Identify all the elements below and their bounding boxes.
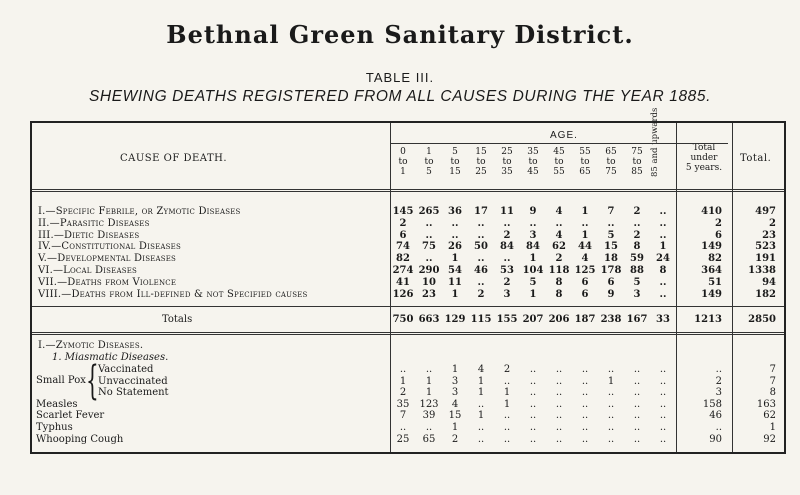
value-cell: 126 — [392, 288, 414, 300]
value-cell: 9 — [607, 288, 615, 300]
value-cell: 75 — [422, 241, 436, 253]
value-cell: 238 — [600, 314, 622, 325]
row-label: Vaccinated — [98, 364, 154, 375]
age-header: AGE. — [550, 130, 578, 141]
value-cell: .. — [633, 410, 641, 422]
value-cell: 36 — [448, 206, 462, 217]
value-cell: .. — [425, 364, 433, 375]
value-cell: .. — [659, 433, 667, 445]
value-cell: .. — [633, 433, 641, 445]
value-cell: .. — [581, 398, 589, 410]
value-cell: 23 — [762, 229, 776, 241]
value-cell: 155 — [496, 314, 518, 325]
value-cell: 158 — [702, 398, 722, 410]
under5-header: Total under 5 years. — [685, 143, 723, 173]
value-cell: 2 — [503, 229, 511, 241]
value-cell: 2 — [399, 217, 407, 229]
value-cell: .. — [607, 364, 615, 375]
value-cell: 191 — [755, 253, 776, 265]
value-cell: 10 — [422, 276, 436, 288]
value-cell: 65 — [422, 433, 436, 445]
value-cell: 2 — [715, 375, 722, 387]
value-cell: 11 — [500, 206, 514, 217]
row-label: Scarlet Fever — [36, 410, 105, 422]
value-cell: 129 — [444, 314, 466, 325]
value-cell: 6 — [607, 276, 615, 288]
value-cell: .. — [555, 364, 563, 375]
value-cell: 2 — [477, 288, 485, 300]
value-cell: .. — [607, 422, 615, 433]
value-cell: .. — [555, 433, 563, 445]
value-cell: .. — [425, 422, 433, 433]
value-cell: 17 — [474, 206, 488, 217]
value-cell: 410 — [701, 206, 722, 217]
value-cell: 5 — [607, 229, 615, 241]
value-cell: 118 — [548, 265, 570, 276]
value-cell: .. — [659, 375, 667, 387]
value-cell: .. — [659, 229, 667, 241]
value-cell: 82 — [708, 253, 722, 265]
value-cell: 7 — [769, 364, 776, 375]
value-cell: 1 — [399, 375, 407, 387]
value-cell: .. — [659, 398, 667, 410]
age-group-header: 65 to 75 — [605, 147, 617, 177]
value-cell: 18 — [604, 253, 618, 265]
value-cell: .. — [503, 410, 511, 422]
value-cell: 1 — [425, 375, 433, 387]
value-cell: 4 — [555, 206, 563, 217]
value-cell: 2 — [451, 433, 459, 445]
value-cell: 1 — [581, 206, 589, 217]
value-cell: .. — [555, 217, 563, 229]
value-cell: .. — [477, 229, 485, 241]
value-cell: .. — [399, 364, 407, 375]
value-cell: 497 — [755, 206, 776, 217]
value-cell: 7 — [607, 206, 615, 217]
row-label: VIII.—Deaths from Ill-defined & not Specified causes — [38, 288, 308, 300]
value-cell: .. — [607, 433, 615, 445]
value-cell: 145 — [392, 206, 414, 217]
value-cell: 8 — [769, 387, 776, 399]
age-group-header: 1 to 5 — [424, 147, 434, 177]
row-label: Whooping Cough — [36, 433, 124, 445]
value-cell: .. — [659, 217, 667, 229]
value-cell: .. — [555, 375, 563, 387]
value-cell: 1 — [529, 288, 537, 300]
value-cell: 39 — [422, 410, 436, 422]
value-cell: 207 — [522, 314, 544, 325]
value-cell: .. — [555, 398, 563, 410]
value-cell: 2 — [633, 206, 641, 217]
value-cell: .. — [529, 375, 537, 387]
age-group-header: 55 to 65 — [579, 147, 591, 177]
row-label: III.—Dietic Diseases — [38, 229, 140, 241]
value-cell: 46 — [474, 265, 488, 276]
value-cell: 3 — [451, 375, 459, 387]
value-cell: 182 — [755, 288, 776, 300]
value-cell: 54 — [448, 265, 462, 276]
value-cell: 1338 — [748, 265, 776, 276]
value-cell: 35 — [396, 398, 410, 410]
value-cell: 1 — [607, 375, 615, 387]
value-cell: 1 — [451, 288, 459, 300]
value-cell: 88 — [630, 265, 644, 276]
value-cell: .. — [477, 217, 485, 229]
value-cell: .. — [633, 387, 641, 399]
value-cell: 15 — [448, 410, 462, 422]
row-label: V.—Developmental Diseases — [38, 253, 177, 265]
value-cell: .. — [715, 422, 722, 433]
value-cell: .. — [477, 422, 485, 433]
value-cell: 2 — [715, 217, 722, 229]
smallpox-label: Small Pox — [36, 375, 86, 386]
age-group-header: 35 to 45 — [527, 147, 539, 177]
value-cell: .. — [529, 217, 537, 229]
value-cell: 4 — [581, 253, 589, 265]
age-group-header: 15 to 25 — [475, 147, 487, 177]
value-cell: 1 — [451, 253, 459, 265]
value-cell: .. — [581, 422, 589, 433]
value-cell: 1 — [425, 387, 433, 399]
value-cell: 33 — [656, 314, 670, 325]
deaths-table — [30, 107, 786, 454]
value-cell: .. — [529, 398, 537, 410]
value-cell: .. — [581, 217, 589, 229]
age-group-header: 5 to 15 — [449, 147, 461, 177]
value-cell: .. — [529, 433, 537, 445]
value-cell: 4 — [477, 364, 485, 375]
value-cell: 123 — [419, 398, 439, 410]
value-cell: .. — [529, 387, 537, 399]
value-cell: .. — [477, 253, 485, 265]
value-cell: .. — [607, 217, 615, 229]
value-cell: .. — [607, 398, 615, 410]
value-cell: 8 — [555, 276, 563, 288]
value-cell: 44 — [578, 241, 592, 253]
value-cell: 26 — [448, 241, 462, 253]
value-cell: .. — [477, 276, 485, 288]
value-cell: 11 — [448, 276, 462, 288]
value-cell: .. — [581, 387, 589, 399]
value-cell: 3 — [715, 387, 722, 399]
value-cell: .. — [529, 364, 537, 375]
value-cell: 3 — [503, 288, 511, 300]
row-label: Unvaccinated — [98, 375, 168, 387]
value-cell: .. — [633, 422, 641, 433]
value-cell: 5 — [529, 276, 537, 288]
value-cell: 8 — [659, 265, 667, 276]
value-cell: 8 — [555, 288, 563, 300]
value-cell: 51 — [708, 276, 722, 288]
value-cell: 2 — [633, 229, 641, 241]
row-label: II.—Parasitic Diseases — [38, 217, 150, 229]
age-group-header: 0 to 1 — [398, 147, 408, 177]
value-cell: 1 — [529, 253, 537, 265]
value-cell: 2 — [503, 276, 511, 288]
value-cell: 6 — [399, 229, 407, 241]
value-cell: .. — [425, 253, 433, 265]
value-cell: 523 — [755, 241, 776, 253]
value-cell: 663 — [418, 314, 440, 325]
value-cell: .. — [715, 364, 722, 375]
value-cell: 1 — [769, 422, 776, 433]
value-cell: 62 — [763, 410, 776, 422]
value-cell: 15 — [604, 241, 618, 253]
value-cell: .. — [659, 288, 667, 300]
value-cell: 2 — [503, 364, 511, 375]
value-cell: 163 — [756, 398, 776, 410]
row-label: I.—Specific Febrile, or Zymotic Diseases — [38, 206, 241, 217]
value-cell: .. — [529, 422, 537, 433]
value-cell: 3 — [529, 229, 537, 241]
value-cell: 265 — [418, 206, 440, 217]
row-label: Typhus — [36, 422, 73, 433]
value-cell: 9 — [529, 206, 537, 217]
value-cell: .. — [633, 217, 641, 229]
value-cell: 53 — [500, 265, 514, 276]
value-cell: 1 — [503, 387, 511, 399]
value-cell: 7 — [769, 375, 776, 387]
table-number: TABLE III. — [365, 70, 435, 85]
value-cell: 149 — [701, 288, 722, 300]
value-cell: .. — [659, 387, 667, 399]
value-cell: 2 — [555, 253, 563, 265]
row-label: VI.—Local Diseases — [38, 265, 138, 276]
cause-header: CAUSE OF DEATH. — [120, 153, 228, 164]
value-cell: 59 — [630, 253, 644, 265]
value-cell: 149 — [701, 241, 722, 253]
value-cell: .. — [503, 422, 511, 433]
value-cell: .. — [659, 422, 667, 433]
value-cell: 50 — [474, 241, 488, 253]
value-cell: 178 — [600, 265, 622, 276]
value-cell: 92 — [763, 433, 776, 445]
value-cell: 6 — [715, 229, 722, 241]
value-cell: .. — [581, 410, 589, 422]
value-cell: 1 — [659, 241, 667, 253]
value-cell: .. — [503, 217, 511, 229]
value-cell: .. — [451, 229, 459, 241]
value-cell: .. — [555, 387, 563, 399]
age-group-header: 45 to 55 — [553, 147, 565, 177]
value-cell: .. — [659, 364, 667, 375]
value-cell: 1 — [451, 364, 459, 375]
value-cell: 1 — [477, 410, 485, 422]
value-cell: 1 — [477, 387, 485, 399]
row-label: No Statement — [98, 387, 169, 399]
value-cell: 5 — [633, 276, 641, 288]
value-cell: .. — [451, 217, 459, 229]
value-cell: 62 — [552, 241, 566, 253]
value-cell: .. — [633, 364, 641, 375]
value-cell: .. — [581, 433, 589, 445]
value-cell: 24 — [656, 253, 670, 265]
section-subheading: 1. Miasmatic Diseases. — [52, 352, 169, 363]
value-cell: 46 — [709, 410, 722, 422]
age-group-header: 25 to 35 — [501, 147, 513, 177]
value-cell: .. — [503, 253, 511, 265]
value-cell: .. — [581, 364, 589, 375]
value-cell: 8 — [633, 241, 641, 253]
value-cell: .. — [555, 422, 563, 433]
value-cell: .. — [633, 398, 641, 410]
value-cell: 167 — [626, 314, 648, 325]
value-cell: 1 — [503, 398, 511, 410]
value-cell: 187 — [574, 314, 596, 325]
value-cell: 2 — [769, 217, 776, 229]
value-cell: 290 — [418, 265, 440, 276]
value-cell: 1 — [581, 229, 589, 241]
value-cell: 23 — [422, 288, 436, 300]
value-cell: .. — [425, 217, 433, 229]
value-cell: 6 — [581, 288, 589, 300]
value-cell: 90 — [709, 433, 722, 445]
value-cell: 41 — [396, 276, 410, 288]
table-subtitle: SHEWING DEATHS REGISTERED FROM ALL CAUSES DURING THE YEAR 1885. — [88, 88, 712, 105]
value-cell: 750 — [392, 314, 414, 325]
value-cell: 364 — [701, 265, 722, 276]
value-cell: .. — [503, 433, 511, 445]
value-cell: 3 — [451, 387, 459, 399]
page-heading: Bethnal Green Sanitary District. — [166, 20, 634, 49]
value-cell: 206 — [548, 314, 570, 325]
value-cell: 3 — [633, 288, 641, 300]
value-cell: 125 — [574, 265, 596, 276]
value-cell: .. — [659, 276, 667, 288]
value-cell: 1213 — [694, 314, 722, 325]
value-cell: 274 — [392, 265, 414, 276]
value-cell: .. — [399, 422, 407, 433]
value-cell: 6 — [581, 276, 589, 288]
value-cell: 82 — [396, 253, 410, 265]
value-cell: .. — [607, 410, 615, 422]
row-label: IV.—Constitutional Diseases — [38, 241, 181, 253]
total-header: Total. — [740, 153, 772, 164]
upwards-header: 85 and upwards — [650, 107, 660, 177]
row-label: I.—Zymotic Diseases. — [38, 340, 144, 351]
value-cell: 115 — [470, 314, 492, 325]
value-cell: 4 — [451, 398, 459, 410]
value-cell: .. — [503, 375, 511, 387]
row-label: VII.—Deaths from Violence — [38, 276, 177, 288]
value-cell: .. — [477, 398, 485, 410]
value-cell: 94 — [762, 276, 776, 288]
value-cell: 74 — [396, 241, 410, 253]
value-cell: 25 — [396, 433, 410, 445]
age-group-header: 75 to 85 — [631, 147, 643, 177]
value-cell: 84 — [526, 241, 540, 253]
value-cell: .. — [425, 229, 433, 241]
value-cell: .. — [529, 410, 537, 422]
value-cell: .. — [659, 410, 667, 422]
value-cell: .. — [555, 410, 563, 422]
value-cell: .. — [581, 375, 589, 387]
value-cell: .. — [633, 375, 641, 387]
value-cell: 2850 — [748, 314, 776, 325]
brace-icon: { — [86, 358, 99, 404]
value-cell: 1 — [451, 422, 459, 433]
value-cell: .. — [477, 433, 485, 445]
row-label: Totals — [162, 314, 193, 325]
value-cell: 104 — [522, 265, 544, 276]
value-cell: .. — [659, 206, 667, 217]
value-cell: 7 — [399, 410, 407, 422]
value-cell: .. — [607, 387, 615, 399]
value-cell: 2 — [399, 387, 407, 399]
row-label: Measles — [36, 398, 78, 410]
value-cell: 4 — [555, 229, 563, 241]
value-cell: 84 — [500, 241, 514, 253]
value-cell: 1 — [477, 375, 485, 387]
